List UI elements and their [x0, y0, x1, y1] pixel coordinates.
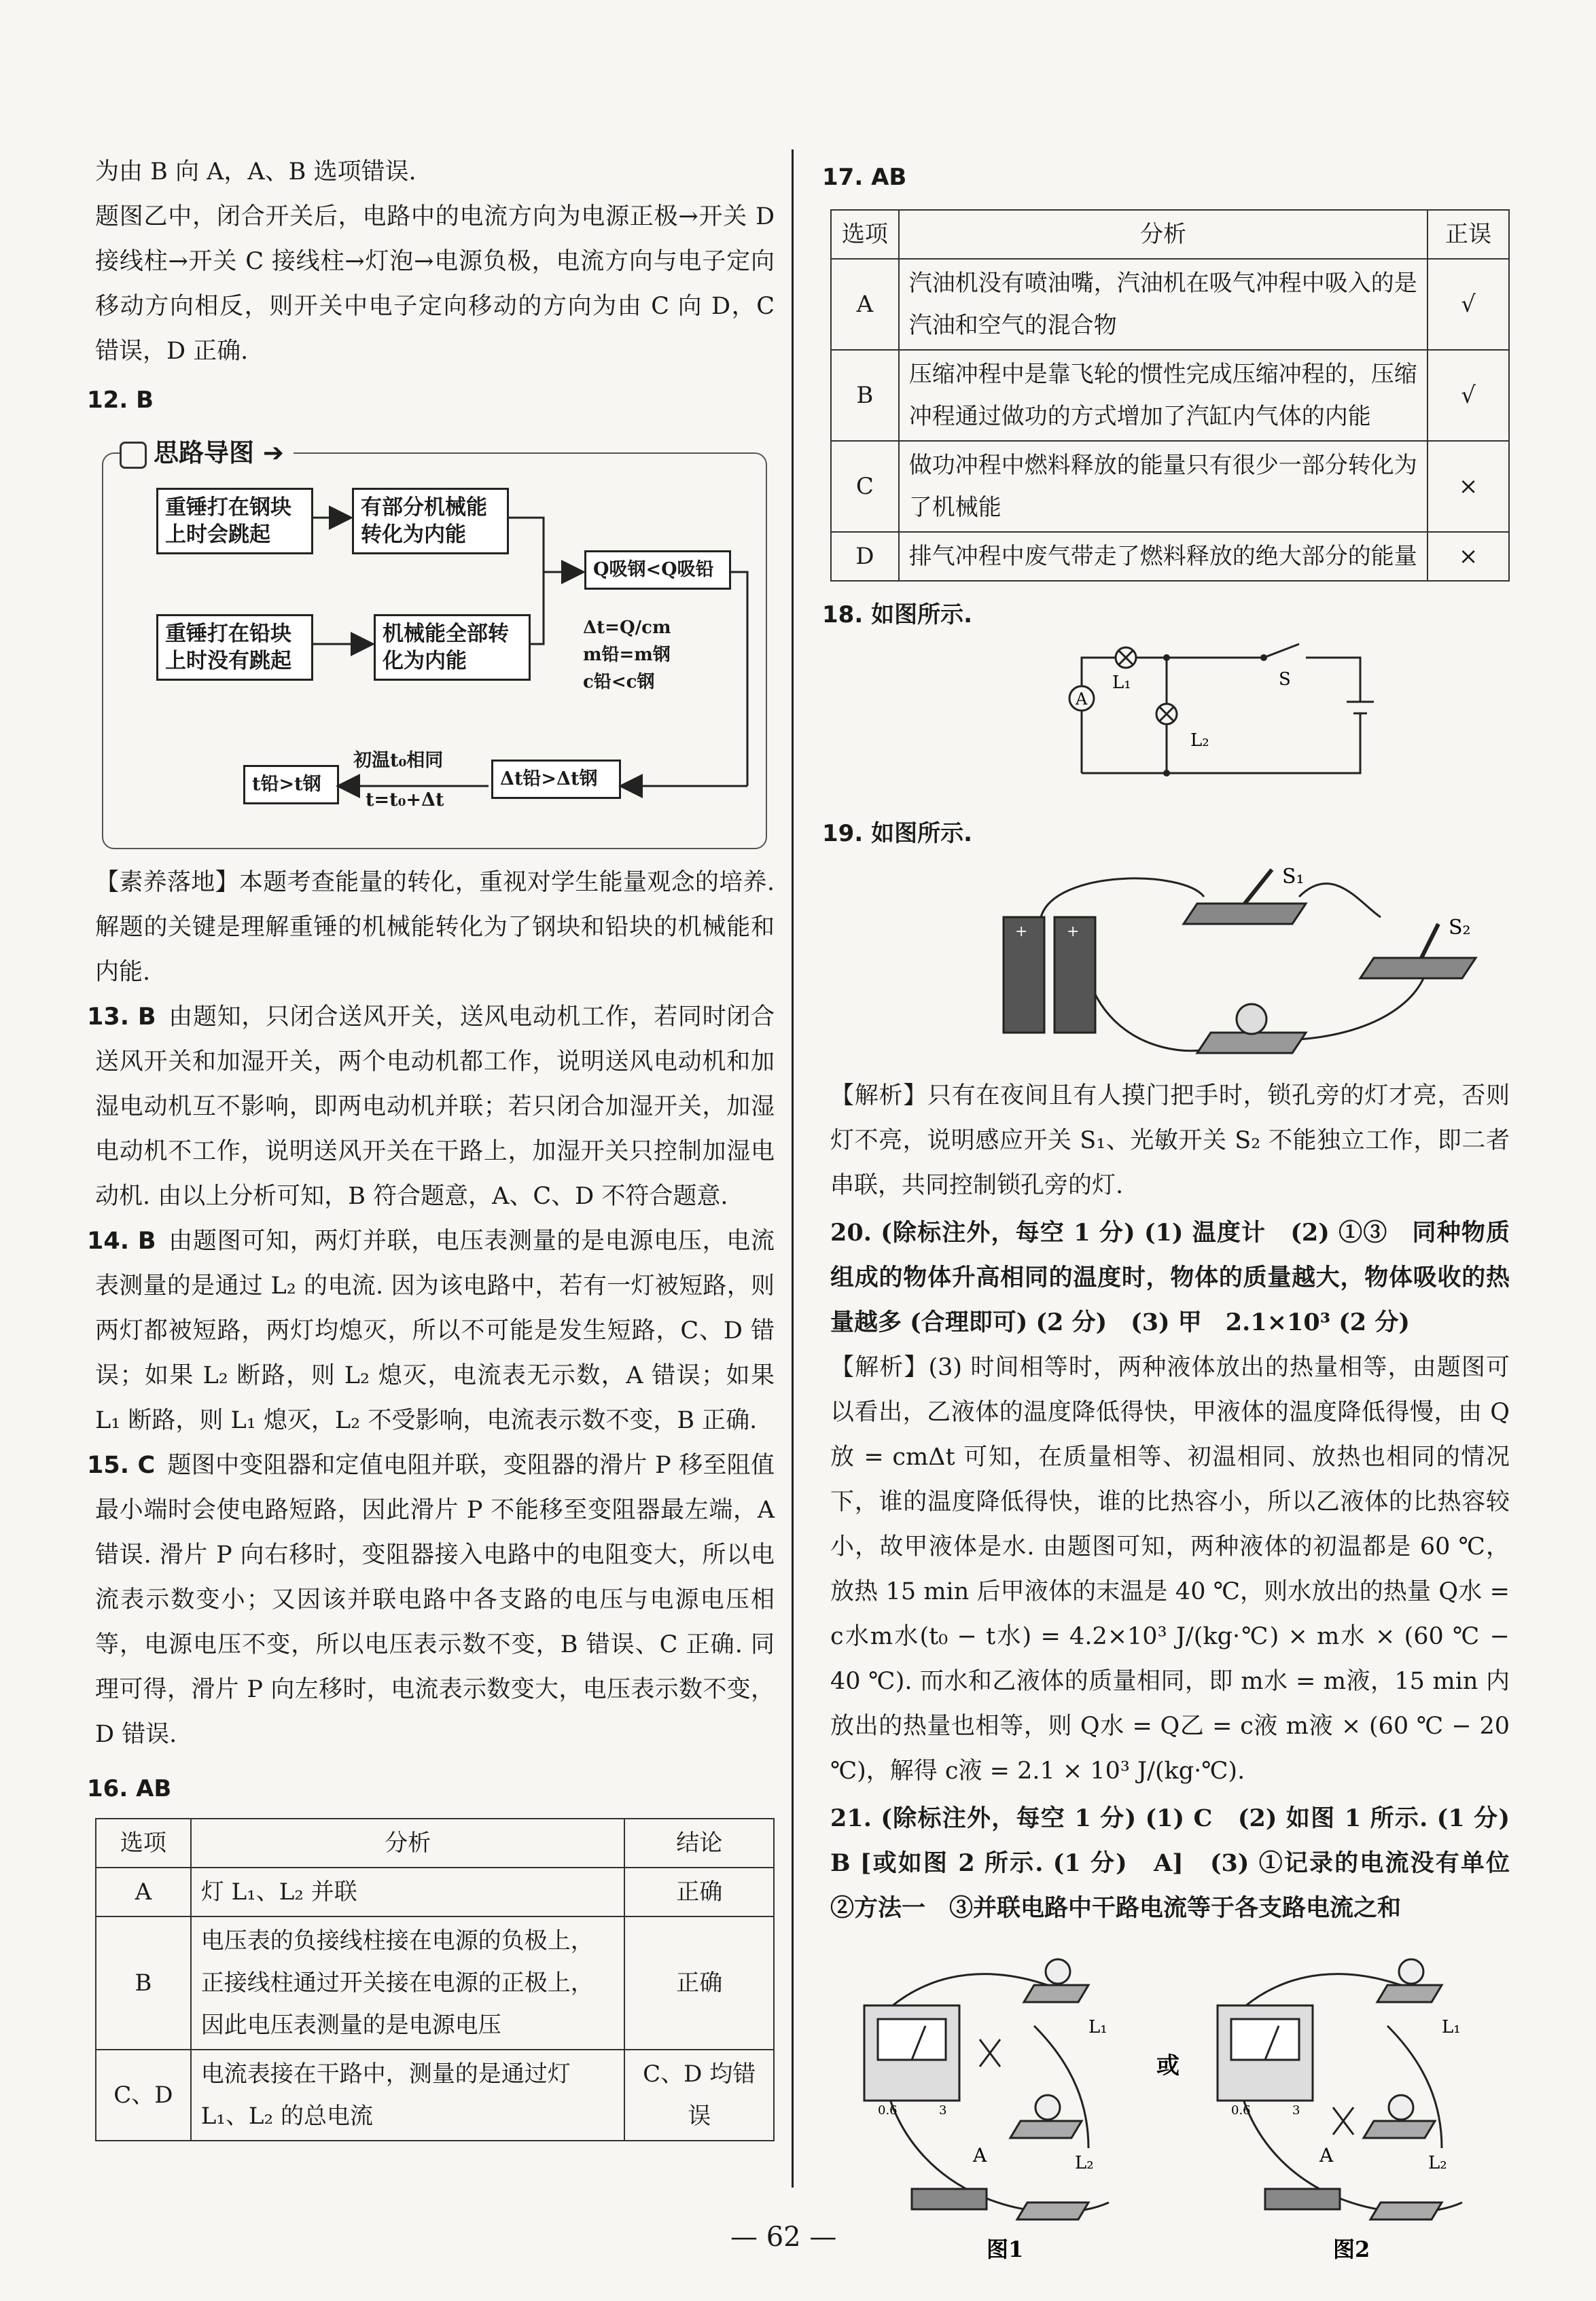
q13: [87, 995, 775, 1219]
q17-row-a-verdict: √: [1427, 259, 1509, 350]
q17-row-c-analysis: 做功冲程中燃料释放的能量只有很少一部分转化为了机械能: [899, 441, 1427, 532]
q21-figures: [830, 1944, 1510, 2264]
q17-row-a-option: A: [831, 259, 899, 350]
q17-row-d-option: D: [831, 532, 899, 581]
q19-label-s2: S₂: [1449, 916, 1471, 940]
table-row: [831, 532, 1509, 581]
q16-col-analysis: 分析: [191, 1819, 625, 1868]
q21-figures-svg: [830, 1944, 1510, 2264]
q17-table: [830, 209, 1510, 582]
q13-number: 13. B: [87, 1003, 156, 1031]
q18-circuit-diagram: [830, 637, 1510, 807]
q15: [87, 1443, 775, 1757]
q15-text: 题图中变阻器和定值电阻并联，变阻器的滑片 P 移至阻值最小端时会使电路短路，因此滑片 P 不能移至变阻器最左端，A 错误. 滑片 P 向右移时，变阻器接入电路中的电阻变大，所以电流表示数变小；又因该并联电路中各支路的电压与电源电压相等，电源电压不变，所以电压表示数不变，B 错误、C 正确. 同理可得，滑片 P 向左移时，电流表示数变大，电压表示数不变，D 错误.: [95, 1452, 775, 1748]
q11-line-1: 为由 B 向 A，A、B 选项错误.: [95, 158, 416, 185]
q16-col-option: 选项: [96, 1819, 191, 1868]
q12-heading: 12. B: [87, 387, 154, 414]
q17-col-verdict: 正误: [1427, 210, 1509, 259]
q21-fig1-scale-06: 0.6: [878, 2103, 898, 2118]
table-row: [96, 1916, 774, 2050]
formula-specific-heat: c铅<c钢: [583, 672, 655, 692]
q21-fig1-label-a: A: [973, 2144, 987, 2166]
q19-circuit-svg: [830, 856, 1510, 1073]
box-final-temp-compare: t铅>t钢: [243, 765, 339, 804]
box-full-conversion: 机械能全部转化为内能: [374, 614, 531, 681]
q18-label-l2: L₂: [1190, 730, 1209, 751]
formula-mass: m铅=m钢: [583, 645, 671, 665]
q21-fig1-scale-3: 3: [939, 2103, 947, 2118]
q21-fig1-label-l2: L₂: [1075, 2153, 1094, 2173]
mind-map-title: 思路导图 ➔: [120, 436, 294, 470]
q21-fig2-label-l1: L₁: [1442, 2017, 1461, 2037]
box-heat-compare: Q吸钢<Q吸铅: [584, 550, 731, 590]
q16-row-a-conclusion: 正确: [624, 1868, 774, 1916]
q21-figure-1: [864, 1959, 1109, 2219]
q16-heading: 16. AB: [87, 1775, 172, 1802]
q14: [87, 1219, 775, 1443]
arrow-label-formula: t=t₀+Δt: [366, 789, 444, 810]
table-row: [831, 441, 1509, 532]
q17-row-b-analysis: 压缩冲程中是靠飞轮的惯性完成压缩冲程的，压缩冲程通过做功的方式增加了汽缸内气体的内能: [899, 350, 1427, 441]
left-column: [87, 149, 775, 2141]
q13-text: 由题知，只闭合送风开关，送风电动机工作，若同时闭合送风开关和加湿开关，两个电动机都工作，说明送风电动机和加湿电动机互不影响，即两电动机并联；若只闭合加湿开关，加湿电动机不工作，说明送风开关在干路上，加湿开关只控制加湿电动机. 由以上分析可知，B 符合题意，A、C、D 不符合题意.: [95, 1003, 775, 1210]
q14-text: 由题图可知，两灯并联，电压表测量的是电源电压，电流表测量的是通过 L₂ 的电流. 因为该电路中，若有一灯被短路，则两灯都被短路，两灯均熄灭，所以不可能是发生短路，C、D 错误；如果 L₂ 断路，则 L₂ 熄灭，电流表无示数，A 错误；如果 L₁ 断路，则 L₁ 熄灭，L₂ 不受影响，电流表示数不变，B 正确.: [95, 1228, 775, 1434]
q16-row-b-analysis: 电压表的负接线柱接在电源的负极上，正接线柱通过开关接在电源的正极上，因此电压表测量的是电源电压: [191, 1916, 625, 2050]
mind-map-title-text: 思路导图: [154, 438, 254, 467]
table-row: [96, 2050, 774, 2141]
q21-fig2-label-l2: L₂: [1428, 2153, 1447, 2173]
q19-heading: 19. 如图所示.: [822, 820, 972, 847]
q17-row-b-verdict: √: [1427, 350, 1509, 441]
q16-row-cd-option: C、D: [96, 2050, 191, 2141]
q16-row-a-analysis: 灯 L₁、L₂ 并联: [191, 1868, 625, 1916]
q16-table: [95, 1818, 775, 2141]
q17-row-c-verdict: ×: [1427, 441, 1509, 532]
column-divider: [792, 149, 794, 2188]
box-lead-no-bounce: 重锤打在铅块上时没有跳起: [156, 614, 313, 681]
arrow-label-initial-temp: 初温t₀相同: [353, 750, 444, 771]
q21-fig2-caption: 图2: [1333, 2236, 1370, 2262]
box-steel-bounce: 重锤打在钢块上时会跳起: [156, 488, 313, 554]
q18-heading: 18. 如图所示.: [822, 601, 972, 628]
table-row: [96, 1868, 774, 1916]
q18-label-l1: L₁: [1112, 673, 1131, 693]
q19-analysis: 【解析】只有在夜间且有人摸门把手时，锁孔旁的灯才亮，否则灯不亮，说明感应开关 S₁、光敏开关 S₂ 不能独立工作，即二者串联，共同控制锁孔旁的灯.: [830, 1082, 1510, 1199]
q15-number: 15. C: [87, 1452, 156, 1479]
q17-heading: 17. AB: [822, 164, 907, 191]
q20-answer: 20. (除标注外，每空 1 分) (1) 温度计 (2) ①③ 同种物质组成的物体升高相同的温度时，物体的质量越大，物体吸收的热量越多 (合理即可) (2 分) (3) 甲 2.1×10³ (2 分): [830, 1219, 1510, 1336]
q19-physical-circuit: [830, 856, 1510, 1073]
q16-row-cd-analysis: 电流表接在干路中，测量的是通过灯 L₁、L₂ 的总电流: [191, 2050, 625, 2141]
mind-map-arrows: [95, 436, 764, 851]
table-row: [831, 259, 1509, 350]
q18-label-a: A: [1076, 690, 1088, 709]
q21-fig2-scale-06: 0.6: [1231, 2103, 1251, 2118]
q17-row-a-analysis: 汽油机没有喷油嘴，汽油机在吸气冲程中吸入的是汽油和空气的混合物: [899, 259, 1427, 350]
q17-row-d-verdict: ×: [1427, 532, 1509, 581]
q21-fig2-scale-3: 3: [1292, 2103, 1300, 2118]
svg-text:+: +: [1015, 923, 1028, 940]
q18-label-s: S: [1279, 669, 1291, 690]
q17-row-c-option: C: [831, 441, 899, 532]
q21-fig2-label-a: A: [1319, 2144, 1334, 2166]
q16-row-b-conclusion: 正确: [624, 1916, 774, 2050]
q20-analysis: 【解析】(3) 时间相等时，两种液体放出的热量相等，由题图可以看出，乙液体的温度降低得快，甲液体的温度降低得慢，由 Q放 = cmΔt 可知，在质量相等、初温相同、放热也相同的情况下，谁的温度降低得快，谁的比热容小，所以乙液体的比热容较小，故甲液体是水. 由题图可知，两种液体的初温都是 60 ℃，放热 15 min 后甲液体的末温是 40 ℃，则水放出的热量 Q水 = c水m水(t₀ − t水) = 4.2×10³ J/(kg·℃) × m水 × (60 ℃ − 40 ℃). 而水和乙液体的质量相同，即 m水 = m液，15 min 内放出的热量也相等，则 Q水 = Q乙 = c液 m液 × (60 ℃ − 20 ℃)，解得 c液 = 2.1 × 10³ J/(kg·℃).: [830, 1354, 1510, 1785]
table-row: [831, 350, 1509, 441]
q12-note: 【素养落地】本题考查能量的转化，重视对学生能量观念的培养. 解题的关键是理解重锤的机械能转化为了钢块和铅块的机械能和内能.: [95, 869, 775, 986]
q16-row-a-option: A: [96, 1868, 191, 1916]
mind-map: [95, 436, 764, 851]
q17-row-b-option: B: [831, 350, 899, 441]
q19-label-s1: S₁: [1282, 865, 1305, 889]
q17-row-d-analysis: 排气冲程中废气带走了燃料释放的绝大部分的能量: [899, 532, 1427, 581]
q17-col-option: 选项: [831, 210, 899, 259]
q16-row-b-option: B: [96, 1916, 191, 2050]
formula-delta-t: Δt=Q/cm: [583, 618, 671, 638]
right-column: [822, 155, 1534, 2264]
q16-row-cd-conclusion: C、D 均错误: [624, 2050, 774, 2141]
q16-header-row: [96, 1819, 774, 1868]
q14-number: 14. B: [87, 1228, 156, 1255]
q18-circuit-svg: [830, 637, 1510, 807]
q21-fig1-label-l1: L₁: [1088, 2017, 1107, 2037]
box-partial-conversion: 有部分机械能转化为内能: [352, 488, 509, 554]
q21-fig1-caption: 图1: [987, 2236, 1024, 2262]
q17-col-analysis: 分析: [899, 210, 1427, 259]
q21-or: 或: [1156, 2052, 1180, 2080]
q17-header-row: [831, 210, 1509, 259]
q11-paragraph-2: 题图乙中，闭合开关后，电路中的电流方向为电源正极→开关 D 接线柱→开关 C 接线柱→灯泡→电源负极，电流方向与电子定向移动方向相反，则开关中电子定向移动的方向为由 C 向 D，C 错误，D 正确.: [95, 203, 775, 365]
q21-answer: 21. (除标注外，每空 1 分) (1) C (2) 如图 1 所示. (1 分) B [或如图 2 所示. (1 分) A] (3) ①记录的电流没有单位 ②方法一 ③并联电路中干路电流等于各支路电流之和: [830, 1804, 1534, 1922]
page-number: — 62 —: [730, 2222, 837, 2253]
q21-figure-2: [1218, 1959, 1462, 2219]
svg-text:+: +: [1067, 923, 1080, 940]
q16-col-conclusion: 结论: [624, 1819, 774, 1868]
box-delta-t-compare: Δt铅>Δt钢: [491, 760, 621, 799]
